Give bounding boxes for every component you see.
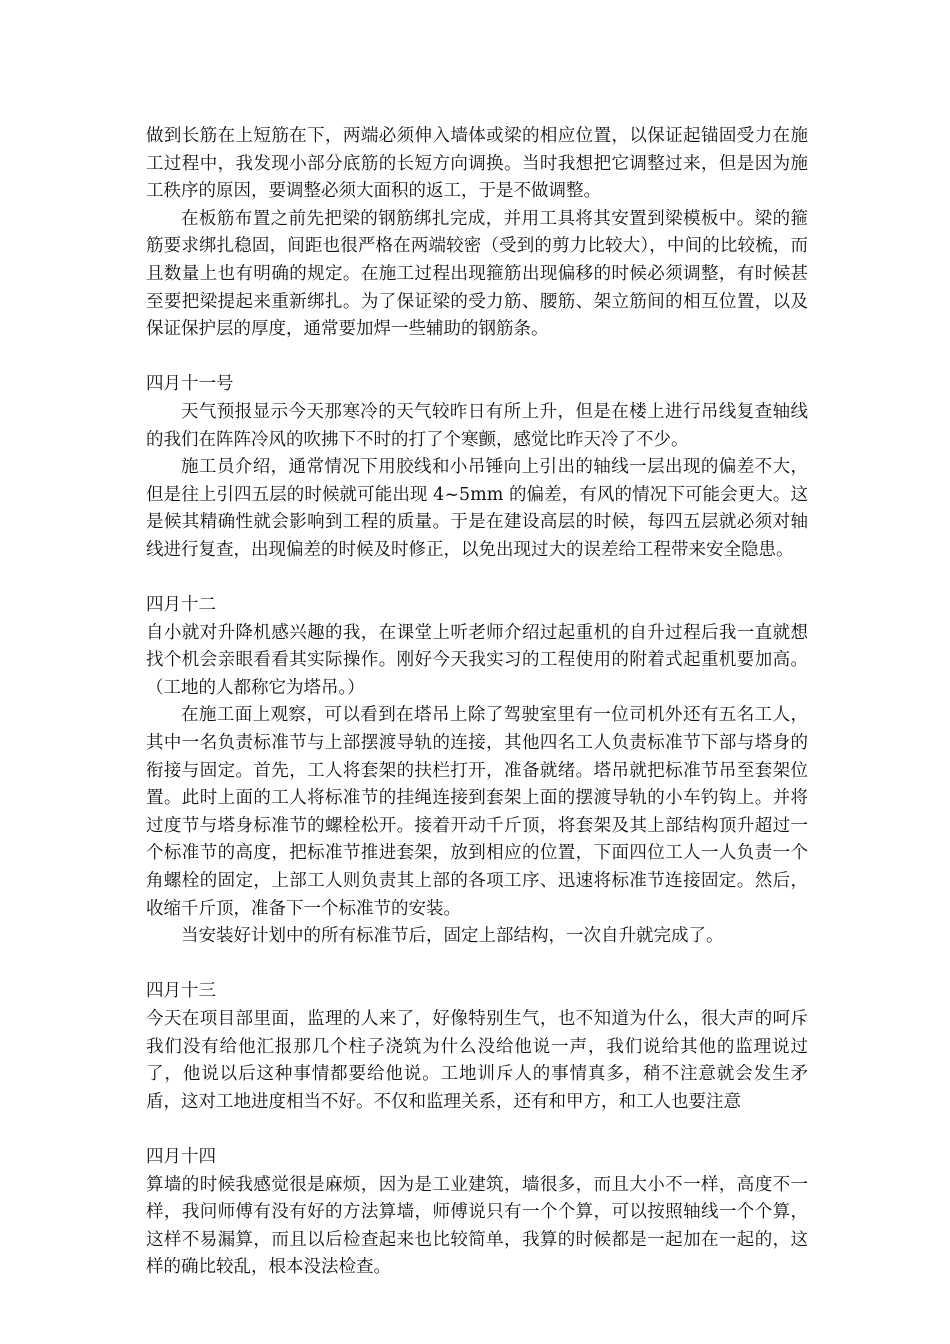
- date-heading: 四月十二: [146, 595, 216, 616]
- document-page: [146, 123, 808, 1282]
- body-paragraph: 在施工面上观察，可以看到在塔吊上除了驾驶室里有一位司机外还有五名工人，其中一名负责标准节与上部摆渡导轨的连接，其他四名工人负责标准节下部与塔身的衔接与固定。首先，工人将套架的扶栏打开，准备就绪。塔吊就把标准节吊至套架位置。此时上面的工人将标准节的挂绳连接到套架上面的摆渡导轨的小车钓钩上。并将过度节与塔身标准节的螺栓松开。接着开动千斤顶，将套架及其上部结构顶升超过一个标准节的高度，把标准节推进套架，放到相应的位置，下面四位工人一人负责一个角螺栓的固定，上部工人则负责其上部的各项工序、迅速将标准节连接固定。然后，收缩千斤顶，准备下一个标准节的安装。: [146, 705, 808, 919]
- body-paragraph: 自小就对升降机感兴趣的我，在课堂上听老师介绍过起重机的自升过程后我一直就想找个机会亲眼看看其实际操作。刚好今天我实习的工程使用的附着式起重机要加高。（工地的人都称它为塔吊。）: [146, 622, 808, 698]
- body-paragraph: 在板筋布置之前先把梁的钢筋绑扎完成，并用工具将其安置到梁模板中。梁的箍筋要求绑扎稳固，间距也很严格在两端较密（受到的剪力比较大），中间的比较梳，而且数量上也有明确的规定。在施工过程出现箍筋出现偏移的时候必须调整，有时候甚至要把梁提起来重新绑扎。为了保证梁的受力筋、腰筋、架立筋间的相互位置，以及保证保护层的厚度，通常要加焊一些辅助的钢筋条。: [146, 208, 808, 340]
- date-heading: 四月十四: [146, 1146, 216, 1167]
- body-paragraph: 天气预报显示今天那寒冷的天气较昨日有所上升，但是在楼上进行吊线复查轴线的我们在阵阵冷风的吹拂下不时的打了个寒颤，感觉比昨天冷了不少。: [146, 401, 808, 450]
- body-paragraph: 做到长筋在上短筋在下，两端必须伸入墙体或梁的相应位置，以保证起锚固受力在施工过程中，我发现小部分底筋的长短方向调换。当时我想把它调整过来，但是因为施工秩序的原因，要调整必须大面积的返工，于是不做调整。: [146, 126, 808, 202]
- body-paragraph: 算墙的时候我感觉很是麻烦，因为是工业建筑，墙很多，而且大小不一样，高度不一样，我问师傅有没有好的方法算墙，师傅说只有一个个算，可以按照轴线一个个算，这样不易漏算，而且以后检查起来也比较简单，我算的时候都是一起加在一起的，这样的确比较乱，根本没法检查。: [146, 1174, 808, 1278]
- date-heading: 四月十三: [146, 981, 216, 1002]
- body-paragraph: 当安装好计划中的所有标准节后，固定上部结构，一次自升就完成了。: [181, 926, 724, 947]
- body-paragraph: 今天在项目部里面，监理的人来了，好像特别生气，也不知道为什么，很大声的呵斥我们没有给他汇报那几个柱子浇筑为什么没给他说一声，我们说给其他的监理说过了，他说以后这种事情都要给他说。工地训斥人的事情真多，稍不注意就会发生矛盾，这对工地进度相当不好。不仅和监理关系，还有和甲方，和工人也要注意: [146, 1009, 808, 1112]
- body-paragraph: 施工员介绍，通常情况下用胶线和小吊锤向上引出的轴线一层出现的偏差不大，但是往上引四五层的时候就可能出现 4~5mm 的偏差，有风的情况下可能会更大。这是候其精确性就会影响到工程的质量。于是在建设高层的时候，每四五层就必须对轴线进行复查，出现偏差的时候及时修正，以免出现过大的误差给工程带来安全隐患。: [146, 457, 808, 560]
- date-heading: 四月十一号: [146, 374, 234, 395]
